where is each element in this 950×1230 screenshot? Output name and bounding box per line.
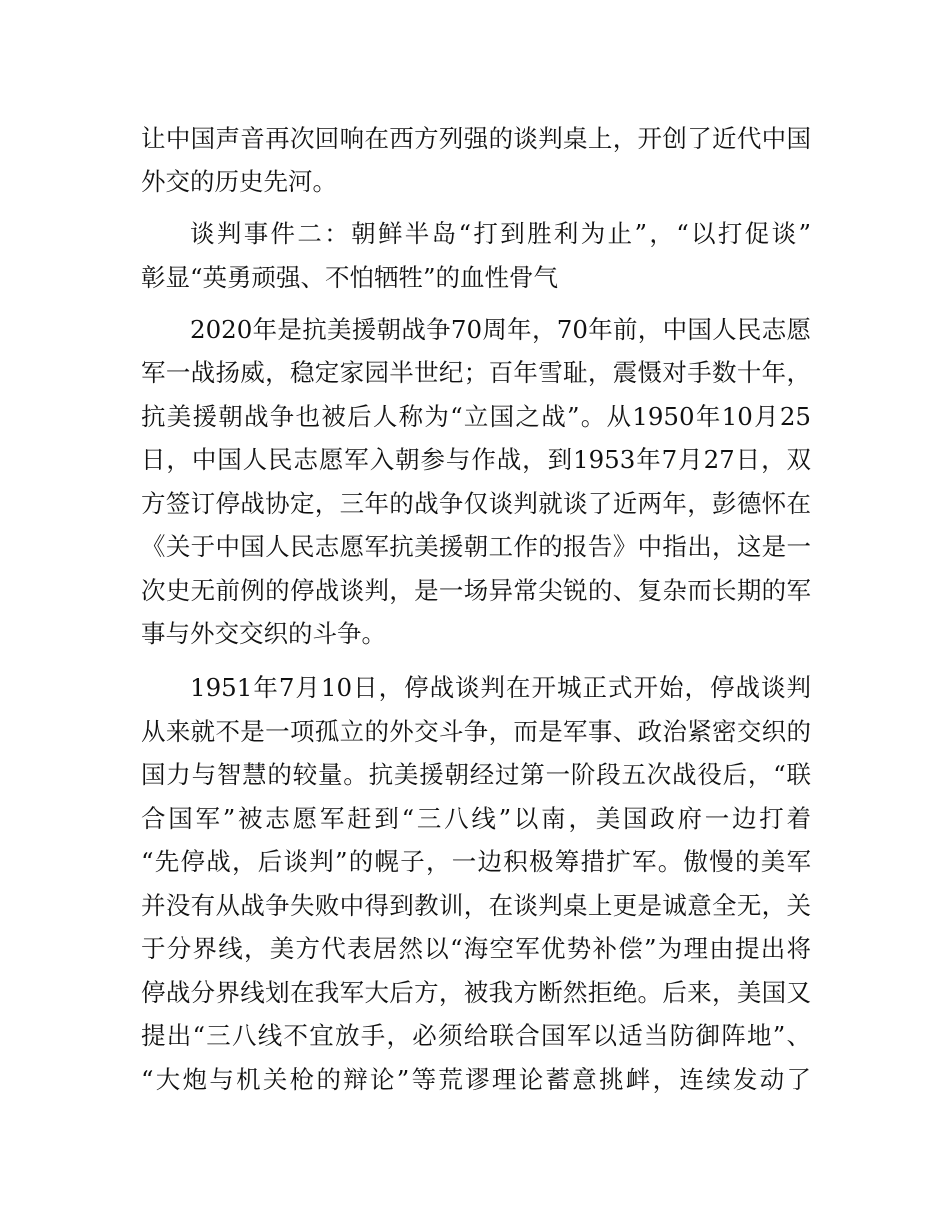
paragraph-line: 2020年是抗美援朝战争70周年，70年前，中国人民志愿 <box>190 315 811 344</box>
paragraph-line: 合国军”被志愿军赶到“三八线”以南，美国政府一边打着 <box>141 804 811 833</box>
paragraph-line: “先停战，后谈判”的幌子，一边积极筹措扩军。傲慢的美军 <box>141 847 811 876</box>
paragraph-line: 提出“三八线不宜放手，必须给联合国军以适当防御阵地”、 <box>141 1021 811 1050</box>
paragraph-line: 于分界线，美方代表居然以“海空军优势补偿”为理由提出将 <box>141 934 811 963</box>
section-heading-line: 彰显“英勇顽强、不怕牺牲”的血性骨气 <box>141 263 559 292</box>
paragraph-line: 国力与智慧的较量。抗美援朝经过第一阶段五次战役后，“联 <box>141 760 811 789</box>
paragraph-line: 从来就不是一项孤立的外交斗争，而是军事、政治紧密交织的 <box>141 717 811 746</box>
paragraph-line: 外交的历史先河。 <box>141 167 337 196</box>
paragraph-line: 抗美援朝战争也被后人称为“立国之战”。从1950年10月25 <box>141 402 811 431</box>
paragraph-line: 日，中国人民志愿军入朝参与作战，到1953年7月27日，双 <box>141 445 811 474</box>
paragraph-line: 并没有从战争失败中得到教训，在谈判桌上更是诚意全无，关 <box>141 891 811 920</box>
paragraph-line: 事与外交交织的斗争。 <box>141 619 386 648</box>
paragraph-line: 方签订停战协定，三年的战争仅谈判就谈了近两年，彭德怀在 <box>141 489 811 518</box>
paragraph-line: 军一战扬威，稳定家园半世纪；百年雪耻，震慑对手数十年， <box>141 358 811 387</box>
section-heading-line: 谈判事件二：朝鲜半岛“打到胜利为止”，“以打促谈” <box>190 219 811 248</box>
paragraph-line: “大炮与机关枪的辩论”等荒谬理论蓄意挑衅，连续发动了 <box>141 1065 811 1094</box>
paragraph-line: 次史无前例的停战谈判，是一场异常尖锐的、复杂而长期的军 <box>141 576 811 605</box>
paragraph-line: 《关于中国人民志愿军抗美援朝工作的报告》中指出，这是一 <box>141 532 811 561</box>
paragraph-line: 停战分界线划在我军大后方，被我方断然拒绝。后来，美国又 <box>141 978 811 1007</box>
paragraph-line: 1951年7月10日，停战谈判在开城正式开始，停战谈判 <box>190 673 811 702</box>
paragraph-line: 让中国声音再次回响在西方列强的谈判桌上，开创了近代中国 <box>141 124 811 153</box>
